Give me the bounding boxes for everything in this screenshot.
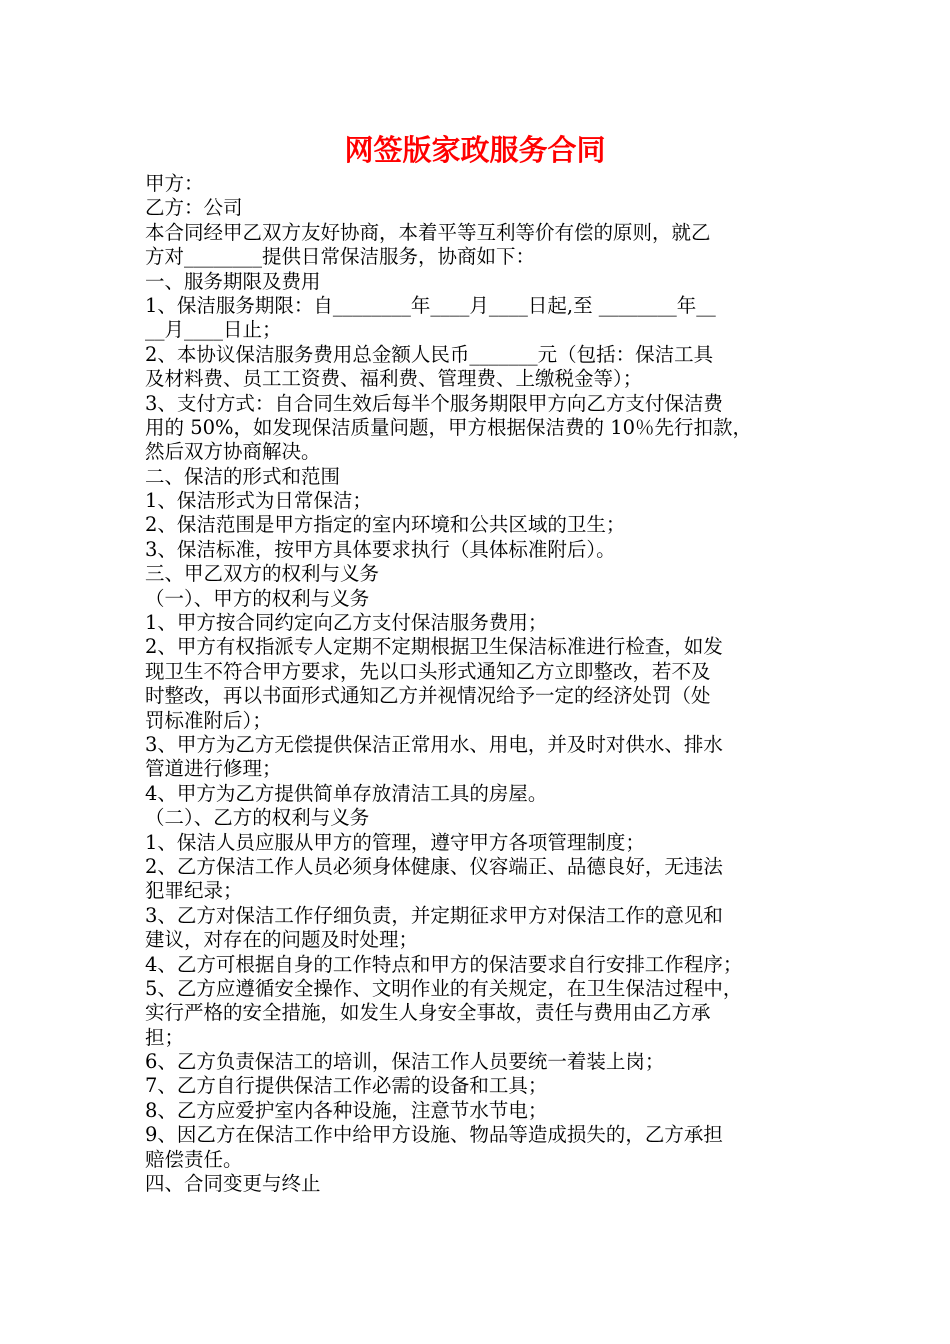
text-line: 赔偿责任。	[145, 1147, 243, 1171]
text-line: 实行严格的安全措施，如发生人身安全事故，责任与费用由乙方承	[145, 1001, 711, 1025]
text-line: 及材料费、员工工资费、福利费、管理费、上缴税金等）；	[145, 367, 643, 391]
text-line: 8、乙方应爱护室内各种设施，注意节水节电；	[145, 1098, 548, 1122]
text-line: 三、甲乙双方的权利与义务	[145, 562, 380, 586]
text-line: （二）、乙方的权利与义务	[145, 806, 370, 830]
text-line: 方对________提供日常保洁服务，协商如下：	[145, 245, 536, 269]
text-line: 建议，对存在的问题及时处理；	[145, 928, 419, 952]
text-line: 3、支付方式：自合同生效后每半个服务期限甲方向乙方支付保洁费	[145, 391, 723, 415]
text-line: 本合同经甲乙双方友好协商，本着平等互利等价有偿的原则，就乙	[145, 220, 711, 244]
text-line: 二、保洁的形式和范围	[145, 464, 341, 488]
text-line: 一、服务期限及费用	[145, 269, 321, 293]
text-line: 2、乙方保洁工作人员必须身体健康、仪容端正、品德良好，无违法	[145, 854, 723, 878]
text-line: 用的 50%，如发现保洁质量问题，甲方根据保洁费的 10％先行扣款，	[145, 415, 753, 439]
text-line: （一）、甲方的权利与义务	[145, 586, 370, 610]
text-line: 6、乙方负责保洁工的培训，保洁工作人员要统一着装上岗；	[145, 1050, 665, 1074]
text-line: 时整改，再以书面形式通知乙方并视情况给予一定的经济处罚（处	[145, 684, 711, 708]
text-line: 1、保洁服务期限：自________年____月____日起,至 ________年__	[145, 293, 716, 317]
text-line: 3、甲方为乙方无偿提供保洁正常用水、用电，并及时对供水、排水	[145, 732, 723, 756]
text-line: 2、保洁范围是甲方指定的室内环境和公共区域的卫生；	[145, 513, 626, 537]
text-line: 甲方：	[145, 172, 204, 195]
text-line: 4、甲方为乙方提供简单存放清洁工具的房屋。	[145, 781, 548, 805]
text-line: 1、保洁形式为日常保洁；	[145, 489, 372, 513]
text-line: 1、甲方按合同约定向乙方支付保洁服务费用；	[145, 611, 548, 635]
text-line: 担；	[145, 1025, 185, 1049]
text-line: 3、保洁标准，按甲方具体要求执行（具体标准附后）。	[145, 537, 616, 561]
text-line: 2、甲方有权指派专人定期不定期根据卫生保洁标准进行检查，如发	[145, 635, 723, 659]
text-line: 罚标准附后）；	[145, 708, 272, 732]
text-line: 3、乙方对保洁工作仔细负责，并定期征求甲方对保洁工作的意见和	[145, 903, 723, 927]
text-line: 乙方：公司	[145, 196, 243, 220]
text-line: 现卫生不符合甲方要求，先以口头形式通知乙方立即整改，若不及	[145, 659, 711, 683]
text-line: 4、乙方可根据自身的工作特点和甲方的保洁要求自行安排工作程序；	[145, 952, 743, 976]
document-body	[145, 172, 810, 1196]
text-line: 7、乙方自行提供保洁工作必需的设备和工具；	[145, 1074, 548, 1098]
text-line: __月____日止；	[145, 318, 282, 342]
text-line: 然后双方协商解决。	[145, 440, 321, 464]
document-title: 网签版家政服务合同	[344, 133, 606, 167]
text-line: 四、合同变更与终止	[145, 1172, 321, 1196]
text-line: 管道进行修理；	[145, 757, 282, 781]
text-line: 2、本协议保洁服务费用总金额人民币_______元（包括：保洁工具	[145, 342, 714, 366]
text-line: 1、保洁人员应服从甲方的管理，遵守甲方各项管理制度；	[145, 830, 645, 854]
text-line: 5、乙方应遵循安全操作、文明作业的有关规定，在卫生保洁过程中，	[145, 976, 743, 1000]
text-line: 犯罪纪录；	[145, 879, 243, 903]
text-line: 9、因乙方在保洁工作中给甲方设施、物品等造成损失的，乙方承担	[145, 1123, 723, 1147]
